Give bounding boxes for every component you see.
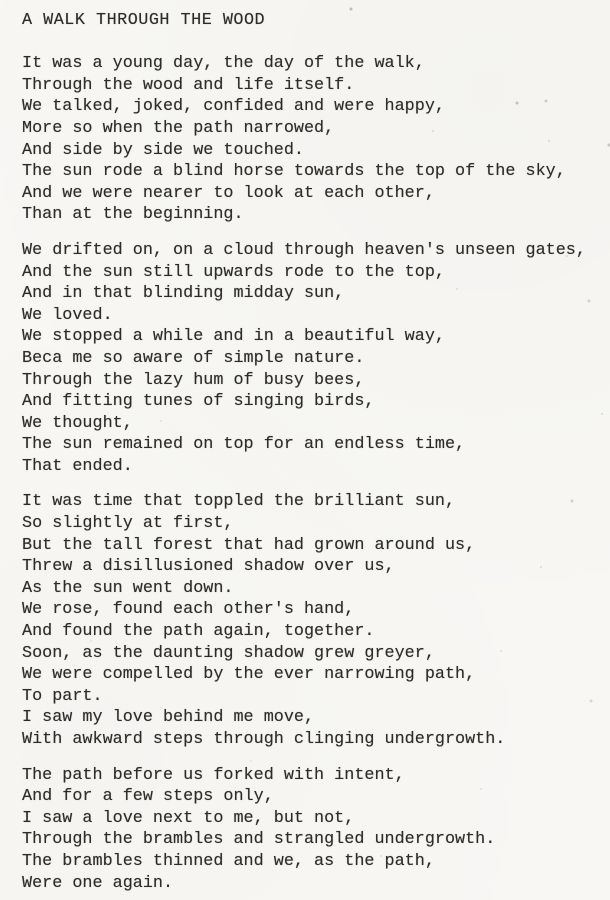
poem-line: It was a young day, the day of the walk,	[22, 54, 425, 74]
stanza	[22, 240, 602, 478]
poem-line: That ended.	[22, 456, 133, 476]
poem-line: Through the brambles and strangled undergrowth.	[22, 830, 496, 850]
poem-body	[22, 53, 602, 894]
poem-line: We thought,	[22, 413, 133, 433]
poem-line: As the sun went down.	[22, 578, 234, 598]
poem-line: More so when the path narrowed,	[22, 118, 335, 138]
poem-line: The sun remained on top for an endless time,	[22, 435, 466, 455]
poem-line: Threw a disillusioned shadow over us,	[22, 557, 395, 577]
poem-line: So slightly at first,	[22, 514, 234, 534]
poem-line: Soon, as the daunting shadow grew greyer,	[22, 643, 435, 663]
poem-line: Were one again.	[22, 873, 174, 893]
poem-line: We talked, joked, confided and were happy,	[22, 97, 445, 117]
poem-line: The brambles thinned and we, as the path,	[22, 851, 435, 871]
poem-line: It was time that toppled the brilliant sun,	[22, 492, 456, 512]
poem-line: We rose, found each other's hand,	[22, 600, 355, 620]
stanza	[22, 765, 602, 895]
poem-title: A WALK THROUGH THE WOOD	[22, 11, 266, 30]
paper-speckles	[0, 0, 2, 2]
poem-line: But the tall forest that had grown around us,	[22, 535, 476, 555]
poem-line: And found the path again, together.	[22, 622, 375, 642]
poem-line: The sun rode a blind horse towards the top of the sky,	[22, 162, 566, 182]
poem-line: And side by side we touched.	[22, 140, 304, 160]
poem-line: We drifted on, on a cloud through heaven's unseen gates,	[22, 240, 586, 260]
poem-line: I saw a love next to me, but not,	[22, 808, 355, 828]
poem-line: And we were nearer to look at each other,	[22, 183, 435, 203]
poem-line: I saw my love behind me move,	[22, 708, 315, 728]
poem-line: Through the lazy hum of busy bees,	[22, 370, 365, 390]
poem-line: And the sun still upwards rode to the top,	[22, 262, 445, 282]
poem-line: The path before us forked with intent,	[22, 765, 405, 785]
poem-line: And fitting tunes of singing birds,	[22, 392, 375, 412]
poem-line: Than at the beginning.	[22, 205, 244, 225]
poem-line: With awkward steps through clinging undergrowth.	[22, 730, 506, 749]
poem-line: Beca me so aware of simple nature.	[22, 348, 365, 368]
stanza	[22, 491, 602, 750]
poem-line: To part.	[22, 686, 103, 706]
poem-line: We stopped a while and in a beautiful way,	[22, 327, 445, 347]
poem-line: Through the wood and life itself.	[22, 75, 355, 95]
stanza	[22, 53, 602, 226]
poem-line: And for a few steps only,	[22, 787, 274, 807]
poem-line: We were compelled by the ever narrowing path,	[22, 665, 476, 685]
poem-line: And in that blinding midday sun,	[22, 284, 345, 304]
poem-line: We loved.	[22, 305, 113, 325]
